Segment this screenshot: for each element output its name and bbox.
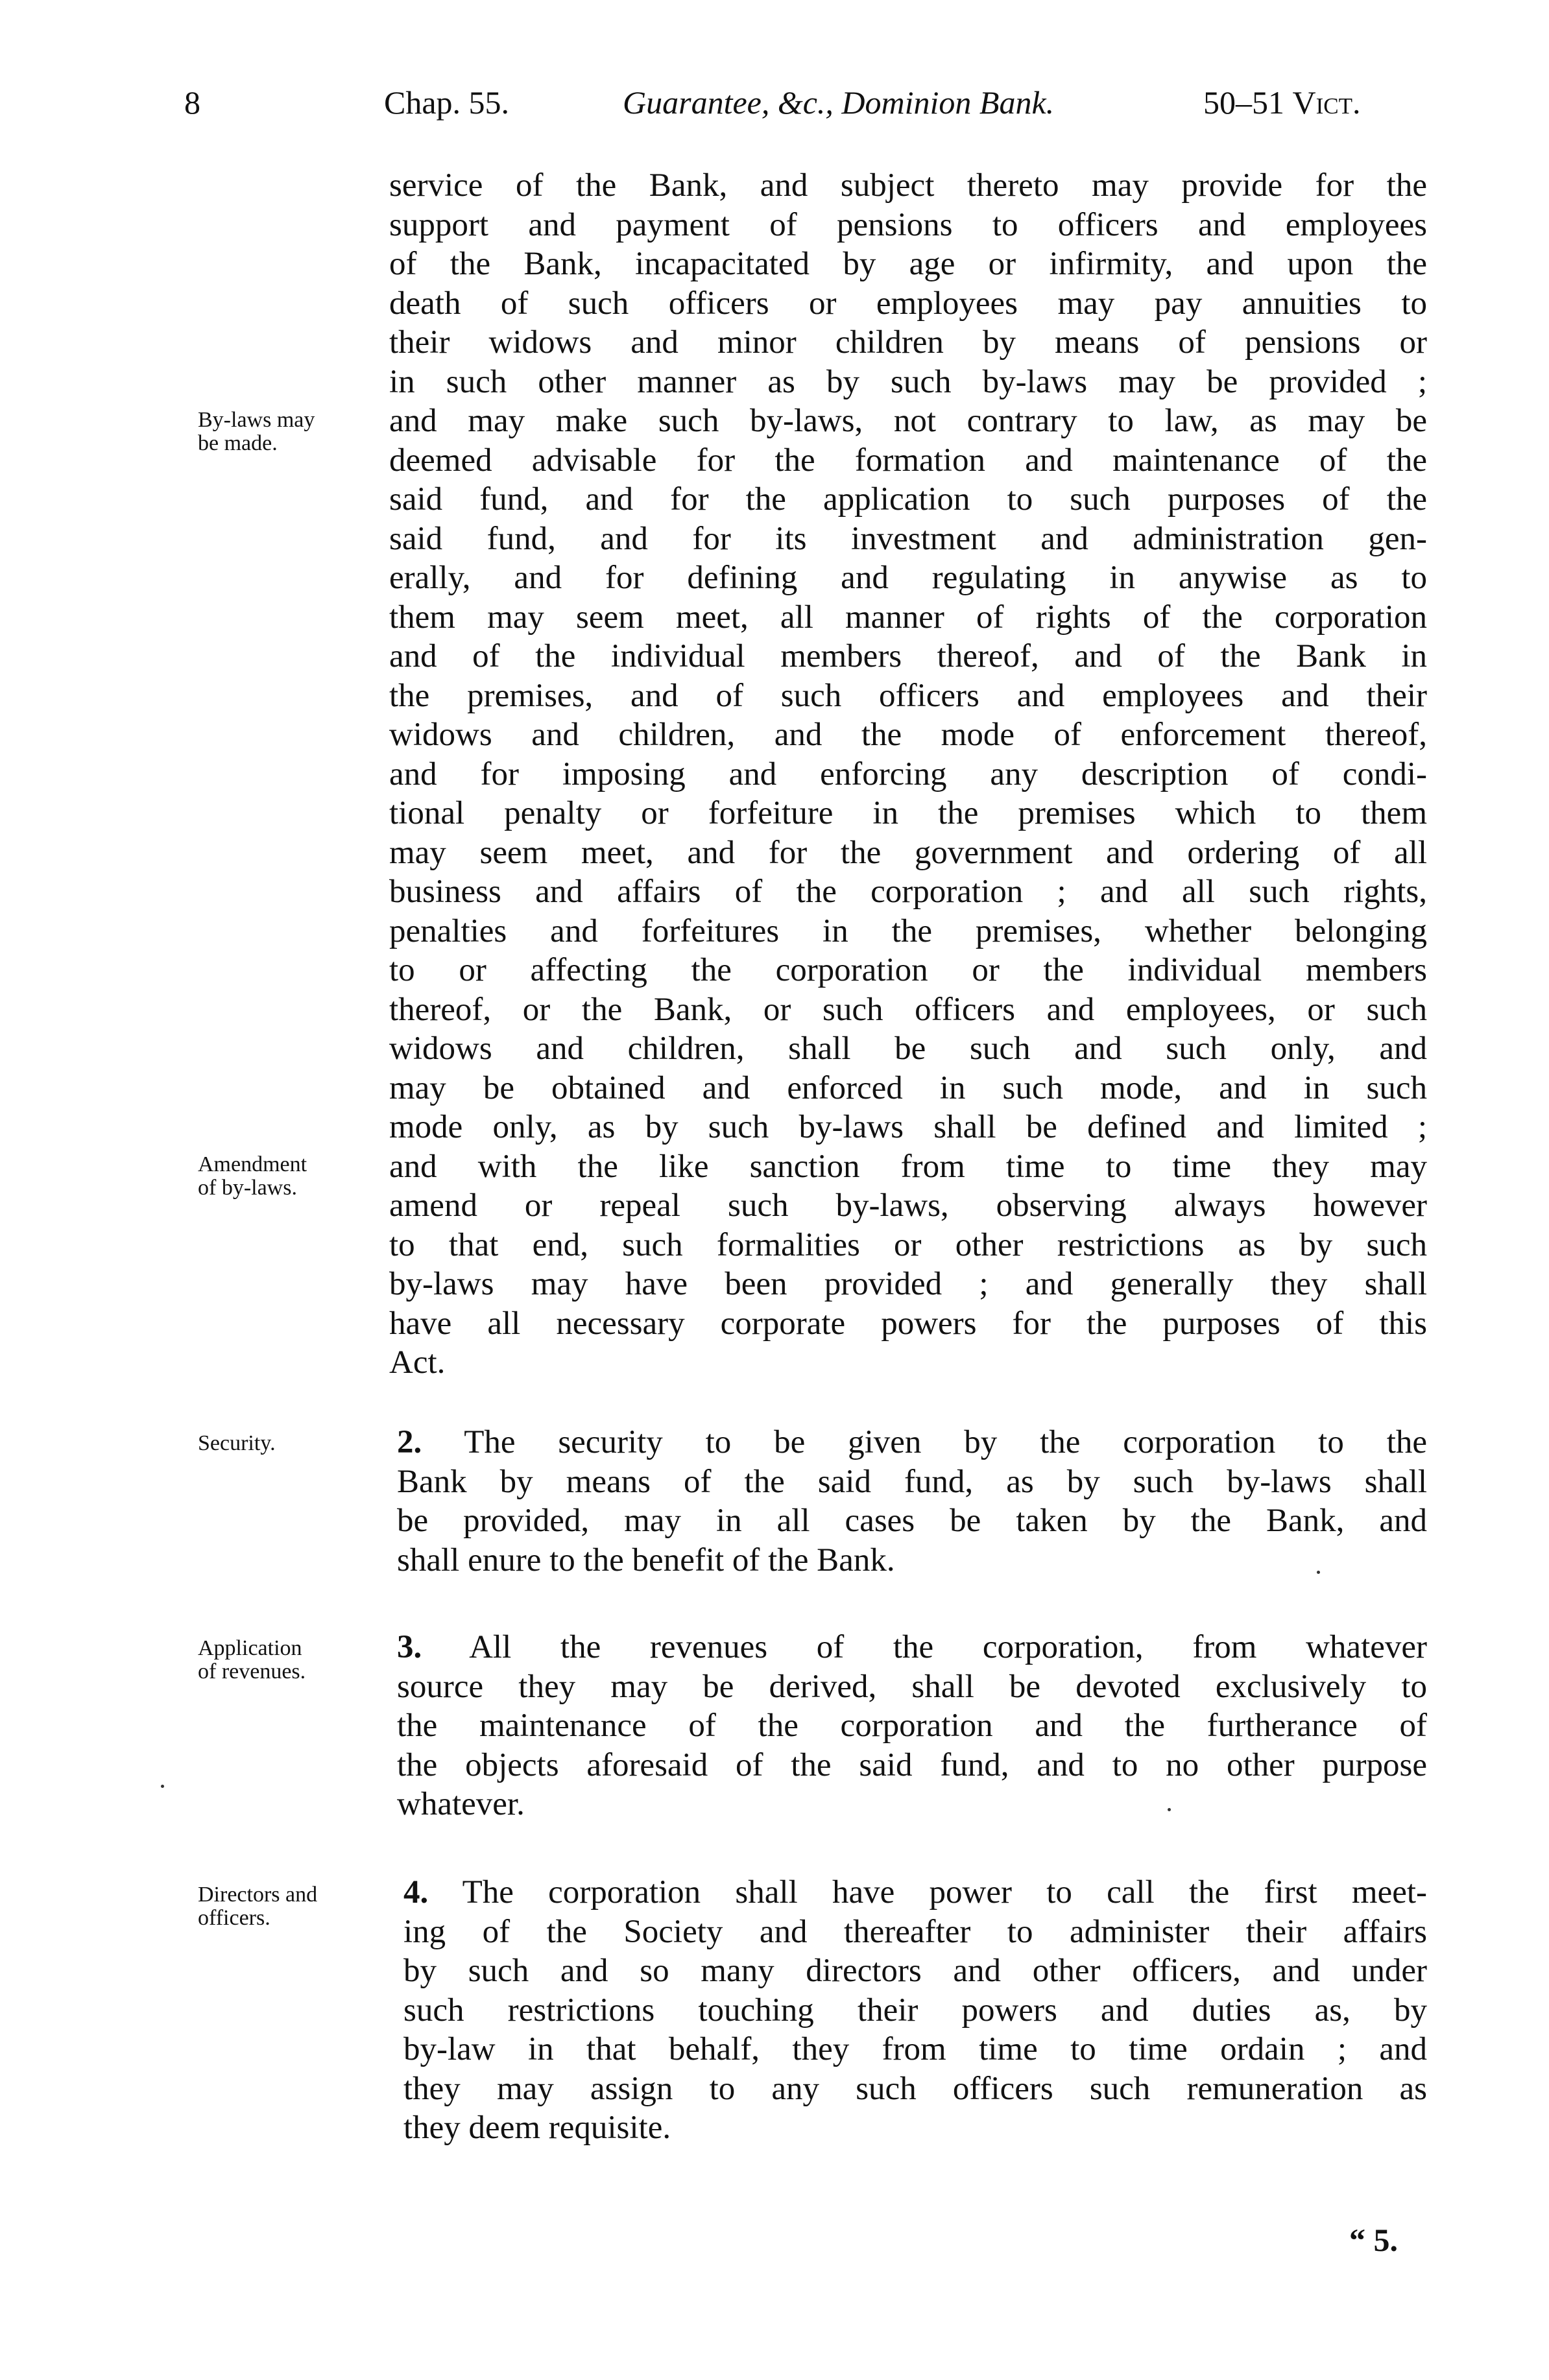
- text-line: the objects aforesaid of the said fund, and to no other purpose: [397, 1746, 1427, 1783]
- text-line: to or affecting the corporation or the individual members: [389, 952, 1427, 988]
- print-speck: [1317, 1571, 1320, 1574]
- margin-note-line: officers.: [198, 1906, 270, 1930]
- text-line: have all necessary corporate powers for the purposes of this: [389, 1305, 1427, 1342]
- page-number: 8: [184, 84, 200, 121]
- section-first-line: [397, 1628, 1427, 1667]
- margin-note-line: of by-laws.: [198, 1176, 297, 1200]
- margin-note-application: [198, 1637, 373, 1684]
- running-title: Guarantee, &c., Dominion Bank.: [623, 84, 1055, 121]
- text-line: penalties and forfeitures in the premises, whether belonging: [389, 912, 1427, 949]
- text-line: whatever.: [397, 1786, 525, 1822]
- text-line: said fund, and for the application to such purposes of the: [389, 481, 1427, 518]
- chapter-heading: Chap. 55.: [384, 84, 510, 121]
- text-line: and for imposing and enforcing any description of condi-: [389, 756, 1427, 792]
- regnal-year: [1203, 83, 1361, 122]
- margin-note-line: Directors and: [198, 1883, 318, 1907]
- margin-note-directors: [198, 1883, 373, 1930]
- text-line: source they may be derived, shall be devoted exclusively to: [397, 1668, 1427, 1705]
- text-line: Act.: [389, 1344, 446, 1381]
- text-line: shall enure to the benefit of the Bank.: [397, 1541, 895, 1578]
- text-line: the premises, and of such officers and employees and their: [389, 677, 1427, 714]
- section-4: [403, 1873, 1427, 2148]
- paragraph-bylaws: [389, 166, 1427, 1383]
- section-first-line-text: The corporation shall have power to call the first meet-: [462, 1874, 1427, 1910]
- text-line: to that end, such formalities or other restrictions as by such: [389, 1226, 1427, 1263]
- section-first-line-text: All the revenues of the corporation, from whatever: [469, 1629, 1427, 1665]
- text-line: they may assign to any such officers such remuneration as: [403, 2070, 1427, 2107]
- margin-note-line: be made.: [198, 431, 278, 455]
- section-first-line: [403, 1873, 1427, 1912]
- margin-note-bylaws-made: [198, 409, 373, 455]
- text-line: amend or repeal such by-laws, observing always however: [389, 1187, 1427, 1224]
- text-line: and may make such by-laws, not contrary to law, as may be: [389, 403, 1427, 439]
- text-line: erally, and for defining and regulating in anywise as to: [389, 560, 1427, 596]
- section-number: 3.: [397, 1629, 422, 1665]
- text-line: by-law in that behalf, they from time to time ordain ; and: [403, 2031, 1427, 2067]
- text-line: thereof, or the Bank, or such officers and employees, or such: [389, 991, 1427, 1028]
- margin-note-line: By-laws may: [198, 408, 315, 432]
- print-speck: [161, 1785, 164, 1788]
- text-line: Bank by means of the said fund, as by such by-laws shall: [397, 1463, 1427, 1500]
- section-number: 4.: [403, 1874, 429, 1910]
- margin-note-line: Security.: [198, 1431, 276, 1455]
- regnal-year-word: Vict.: [1292, 84, 1361, 121]
- section-3: [397, 1628, 1427, 1824]
- text-line: they deem requisite.: [403, 2110, 671, 2146]
- text-line: the maintenance of the corporation and the furtherance of: [397, 1708, 1427, 1744]
- text-line: and of the individual members thereof, and of the Bank in: [389, 638, 1427, 674]
- section-number: 2.: [397, 1424, 422, 1460]
- text-line: said fund, and for its investment and administration gen-: [389, 520, 1427, 557]
- text-line: mode only, as by such by-laws shall be defined and limited ;: [389, 1109, 1427, 1145]
- text-line: by-laws may have been provided ; and generally they shall: [389, 1266, 1427, 1302]
- text-line: death of such officers or employees may pay annuities to: [389, 285, 1427, 322]
- text-line: such restrictions touching their powers and duties as, by: [403, 1992, 1427, 2029]
- text-line: and with the like sanction from time to time they may: [389, 1148, 1427, 1185]
- print-speck: [1168, 1808, 1171, 1811]
- text-line: tional penalty or forfeiture in the premises which to them: [389, 795, 1427, 831]
- section-2: [397, 1423, 1427, 1580]
- margin-note-amendment: [198, 1153, 373, 1200]
- margin-note-line: Amendment: [198, 1152, 307, 1176]
- text-line: by such and so many directors and other officers, and under: [403, 1953, 1427, 1989]
- text-line: in such other manner as by such by-laws may be provided ;: [389, 363, 1427, 400]
- text-line: may be obtained and enforced in such mode, and in such: [389, 1069, 1427, 1106]
- text-line: of the Bank, incapacitated by age or infirmity, and upon the: [389, 246, 1427, 282]
- text-line: support and payment of pensions to officers and employees: [389, 206, 1427, 243]
- text-line: be provided, may in all cases be taken by the Bank, and: [397, 1503, 1427, 1539]
- text-line: business and affairs of the corporation ; and all such rights,: [389, 874, 1427, 910]
- catchword: “ 5.: [1349, 2222, 1398, 2258]
- text-line: may seem meet, and for the government and ordering of all: [389, 834, 1427, 871]
- text-line: their widows and minor children by means of pensions or: [389, 324, 1427, 361]
- regnal-year-number: 50–51: [1203, 84, 1284, 121]
- margin-note-line: Application: [198, 1636, 302, 1660]
- text-line: widows and children, shall be such and such only, and: [389, 1030, 1427, 1067]
- text-line: deemed advisable for the formation and maintenance of the: [389, 442, 1427, 479]
- section-first-line: [397, 1423, 1427, 1462]
- text-line: widows and children, and the mode of enforcement thereof,: [389, 717, 1427, 753]
- margin-note-line: of revenues.: [198, 1660, 306, 1684]
- text-line: service of the Bank, and subject thereto may provide for the: [389, 167, 1427, 204]
- margin-note-security: [198, 1432, 373, 1455]
- text-line: them may seem meet, all manner of rights of the corporation: [389, 599, 1427, 636]
- text-line: ing of the Society and thereafter to administer their affairs: [403, 1913, 1427, 1950]
- section-first-line-text: The security to be given by the corporation to the: [464, 1424, 1427, 1460]
